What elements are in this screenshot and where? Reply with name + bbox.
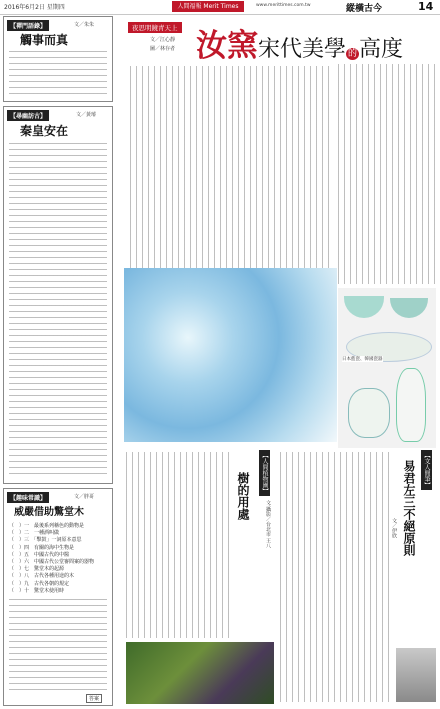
quiz-item: （ ）八 古代各種用途的木 [9,573,75,580]
quiz-item: （ ）一 最後系列稱色的動物是 [9,523,85,529]
column-people [278,448,438,706]
pottery-caption: 日本藍瓷、韓國瓷器 [342,357,383,362]
plant-photo [126,642,274,704]
author-portrait [396,648,436,702]
column-people-title: 易君左三不絕原則 [402,460,416,556]
column-chan-header: 【禪門語錄】 [7,20,49,31]
pottery-photo [338,288,436,448]
feature-title [196,20,403,65]
pot-shape [348,388,390,438]
feature-author-writer: 文／江心靜 [150,37,176,43]
column-people-header: 【文人閒筆】 [423,452,430,488]
feature-title-mid: 宋代美學 [258,37,347,62]
section-title: 縱橫古今 [346,4,383,14]
page-number: 14 [418,0,434,13]
feature-banner: 夜思明鏡青天上 [128,22,182,33]
feature-body-left [130,66,332,268]
column-plant [124,448,274,706]
quiz-item: （ ）十 驚堂木使用時 [9,587,65,594]
column-quiz [3,488,113,706]
column-history-author: 文／黃璿 [76,112,97,118]
feature-artwork [124,268,337,442]
site-url: www.merittimes.com.tw [256,3,311,8]
quiz-item: （ ）九 古代各朝的規定 [9,580,70,587]
quiz-answer-label: 答案 [86,694,102,703]
column-chan-body [9,51,107,99]
column-people-author: 文／伊欣 [391,518,397,538]
quiz-item: （ ）四 有關的海中生物是 [9,544,75,551]
quiz-options [9,599,107,691]
column-quiz-title: 威嚴借助驚堂木 [14,507,84,518]
vase-shape [396,368,426,442]
issue-date: 2016年6月2日 星期四 [4,4,65,11]
column-plant-author: 文‧攝影／台北市 王八 [265,500,271,549]
feature-title-small: 的 [348,49,358,59]
column-history-title: 秦皇安在 [20,124,69,138]
quiz-item: （ ）七 驚堂木的起源 [9,566,65,573]
bowl-shape [390,298,428,318]
column-people-body [280,452,390,702]
column-quiz-header: 【趣味常識】 [7,492,49,503]
column-plant-body [126,452,230,638]
column-history-body [9,143,107,479]
column-plant-header: 【人間植物園】 [261,452,268,494]
quiz-item: （ ）六 中國古代公堂審問案的器物 [9,559,95,566]
column-chan-author: 文／朱朱 [74,22,95,28]
quiz-item: （ ）三 「擊鼓」一詞原本意思 [9,537,82,544]
feature-title-end: 高度 [359,37,404,62]
feature-author-photo: 圖／林存者 [150,46,176,52]
quiz-item: （ ）二 一種酒叫做 [9,530,60,537]
feature-title-main: 汝窯 [196,28,258,64]
column-plant-title: 樹的用處 [236,472,250,520]
quiz-list [9,523,109,595]
column-history-header: 【尋幽訪古】 [7,110,49,121]
newspaper-logo: 人間福報 Merit Times [172,1,244,12]
bowl-shape [344,296,384,318]
feature-body-right [338,64,436,284]
column-history [3,106,113,484]
column-quiz-author: 文／胖哥 [74,494,95,500]
quiz-item: （ ）五 中國古代的中醫 [9,551,70,558]
column-chan-title: 觸事而真 [20,33,69,47]
column-chan-quotes [3,16,113,102]
